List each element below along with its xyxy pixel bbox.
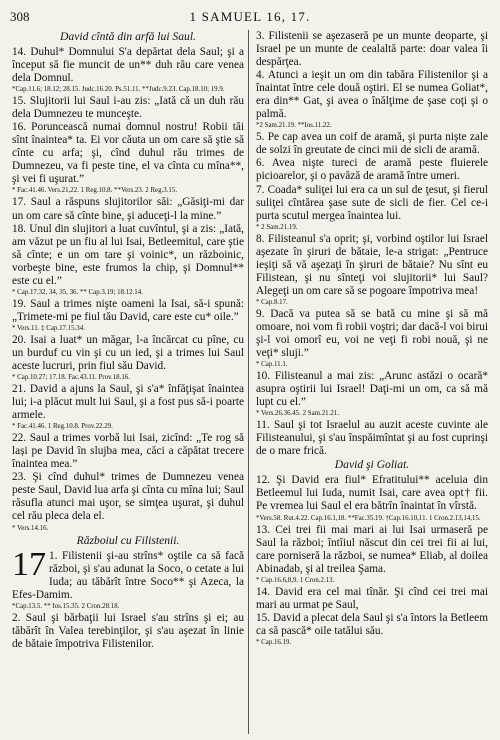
cross-reference: * Cap.10.27; 17.18. Fac.43.11. Prov.18.16. — [12, 374, 130, 382]
page-number: 308 — [10, 9, 30, 24]
cross-reference: * Fac.41.46. 1 Reg.10.8. Prov.22.29. — [12, 423, 113, 431]
verse-16-15: 15. Slujitorii lui Saul i-au zis: „Iată că un duh rău dela Dumnezeu te munceşte. — [12, 95, 244, 121]
verse-17-11: 11. Saul şi tot Israelul au auzit aceste cuvinte ale Filisteanului, şi s'au înspăimîntat şi au fost cuprinşi de o mare frică. — [256, 419, 488, 458]
chapter-17-start — [12, 545, 244, 602]
cross-reference: * Vers.26.36.45. 2 Sam.21.21. — [256, 410, 339, 418]
verse-17-4: 4. Atunci a ieşit un om din tabăra Filistenilor şi a înaintat între cele două oştiri. El se numea Goliat*, era din** Gat, şi avea o înălţime de şase coţi şi o palmă. — [256, 69, 488, 121]
verse-17-7: 7. Coada* suliţei lui era ca un sul de ţesut, şi fierul suliţei cîntărea şase sute de sicli de fier. Cel ce-i purta scutul mergea înaintea lui. — [256, 183, 488, 222]
chapter-number: 17 — [12, 545, 46, 583]
cross-reference: * Vers.14.16. — [12, 524, 49, 532]
verse-16-19: 19. Saul a trimes nişte oameni la Isai, să-i spună: „Trimete-mi pe fiul tău David, care este cu* oile.” — [12, 297, 244, 323]
cross-reference: * Fac.41.46. Vers.21,22. 1 Reg.10.8. **Vers.23. 2 Reg.3.15. — [12, 187, 178, 195]
chapter-heading: Războiul cu Filistenii. — [76, 533, 180, 547]
verse-17-13: 13. Cei trei fii mai mari ai lui Isai urmaseră pe Saul la război; întîiul născut din cei trei fii ai lui, care porniseră la război, se numea* Eliab, al doilea Abinadab, şi al treilea Şama. — [256, 523, 488, 575]
verse-16-21: 21. David a ajuns la Saul, şi s'a* înfăţişat înaintea lui; i-a plăcut mult lui Saul, şi a fost pus să-i poarte armele. — [12, 383, 244, 422]
cross-reference: * Cap.16.19. — [256, 638, 292, 646]
verse-17-12: 12. Şi David era fiul* Efratitului** aceluia din Betleemul lui Iuda, numit Isai, care avea opt† fii. Pe vremea lui Saul el era bătrîn înaintat în vîrstă. — [256, 474, 488, 513]
cross-reference: *Cap.11.6; 18.12; 28.15. Judc.16.20. Ps.51.11. **Judc.9.23. Cap.18.10; 19.9. — [12, 86, 225, 94]
running-title: 1 SAMUEL 16, 17. — [189, 9, 311, 24]
page-header — [10, 9, 490, 25]
verse-17-5: 5. Pe cap avea un coif de aramă, şi purta nişte zale de solzi în greutate de cinci mii de sicli de aramă. — [256, 131, 488, 157]
cross-reference: * Cap.17.32, 34, 35, 36. ** Cap.3.19; 18.12.14. — [12, 288, 143, 296]
verse-17-2: 2. Saul şi bărbaţii lui Israel s'au strîns şi ei; au tăbărît în Valea terebinţilor, şi s'au aşezat în linie de bătaie împotriva Filistenilor. — [12, 611, 244, 650]
verse-16-16: 16. Poruncească numai domnul nostru! Robii tăi sînt înaintea* ta. Ei vor căuta un om care să ştie să cînte cu arfa; şi, cînd duhul rău trimes de Dumnezeu, va fi peste tine, el va cînta cu mîna**, şi vei fi uşurat.” — [12, 121, 244, 186]
cross-reference: *Cap.13.5. ** Ios.15.35. 2 Cron.28.18. — [12, 602, 120, 610]
verse-16-20: 20. Isai a luat* un măgar, l-a încărcat cu pîne, cu un burduf cu vin şi cu un ied, şi a trimes lui Saul aceste lucruri, prin fiul său David. — [12, 333, 244, 372]
cross-reference: * Cap.16.6,8,9. 1 Cron.2.13. — [256, 576, 335, 584]
column-divider — [248, 30, 249, 734]
right-column — [256, 30, 488, 648]
cross-reference: * Cap.11.1. — [256, 361, 288, 369]
verse-17-1: 1. Filistenii şi-au strîns* oştile ca să facă război, şi s'au adunat la Soco, o cetate a lui Iuda; au tăbărît între Soco** şi Azeca, la Efes-Damim. — [12, 549, 244, 601]
cross-reference: *2 Sam.21.19. **Ios.11.22. — [256, 122, 332, 130]
cross-reference: *Vers.58. Rut.4.22. Cap.16.1,18. **Fac.35.19. †Cap.16.10,11. 1 Cron.2.13,14,15. — [256, 514, 481, 522]
verse-16-18: 18. Unul din slujitori a luat cuvîntul, şi a zis: „Iată, am văzut pe un fiu al lui Isai, Betleemitul, care ştie să cînte; e un om tare şi voinic*, un războinic, vorbeşte bine, este frumos la chip, şi Domnul** este cu el.” — [12, 222, 244, 287]
verse-17-10: 10. Filisteanul a mai zis: „Arunc astăzi o ocară* asupra oştirii lui Israel! Daţi-mi un om, ca să mă lupt cu el.” — [256, 370, 488, 409]
cross-reference: * Vers.11. ‡ Cap.17.15.34. — [12, 324, 85, 332]
verse-16-14: 14. Duhul* Domnului S'a depărtat dela Saul; şi a început să fie muncit de un** duh rău care venea dela Domnul. — [12, 46, 244, 85]
verse-16-23: 23. Şi cînd duhul* trimes de Dumnezeu venea peste Saul, David lua arfa şi cînta cu mîna lui; Saul răsufla atunci mai uşor, se simţea uşurat, şi duhul cel rău pleca dela el. — [12, 471, 244, 523]
verse-17-9: 9. Dacă va putea să se bată cu mine şi să mă omoare, noi vom fi robii voştri; dar dacă-l voi birui şi-l voi omorî eu, voi ne veţi fi robi nouă, şi ne veţi* sluji.” — [256, 307, 488, 360]
cross-reference: * 2 Sam.21.19. — [256, 223, 298, 231]
verse-17-15: 15. David a plecat dela Saul şi s'a întors la Betleem ca să pască* oile tatălui său. — [256, 611, 488, 637]
verse-16-22: 22. Saul a trimes vorbă lui Isai, zicînd: „Te rog să lași pe David în slujba mea, căci a căpătat trecere înaintea mea.” — [12, 432, 244, 471]
section-heading: David cîntă din arfă lui Saul. — [60, 30, 196, 43]
verse-16-17: 17. Saul a răspuns slujitorilor săi: „Găsiţi-mi dar un om care să cînte bine, şi aduceţi-l la mine.” — [12, 196, 244, 222]
verse-17-3: 3. Filistenii se aşezaseră pe un munte deoparte, şi Israel pe un munte de cealaltă parte: doar valea îi despărţea. — [256, 30, 488, 69]
cross-reference: * Cap.8.17. — [256, 298, 288, 306]
verse-17-8: 8. Filisteanul s'a oprit; şi, vorbind oştilor lui Israel aşezate în şiruri de bătaie, le-a strigat: „Pentruce ieşiţi să vă aşezaţi în şiruri de bătaie? Nu sînt eu Filistean, şi nu sînteţi voi slujitorii* lui Saul? Alegeţi un om care să se pogoare împotriva mea! — [256, 232, 488, 297]
section-heading: David şi Goliat. — [334, 458, 410, 472]
verse-17-6: 6. Avea nişte tureci de aramă peste fluierele picioarelor, şi o pavăză de aramă între umeri. — [256, 157, 488, 183]
verse-17-14: 14. David era cel mai tînăr. Şi cînd cei trei mai mari au urmat pe Saul, — [256, 585, 488, 611]
left-column — [12, 30, 244, 651]
